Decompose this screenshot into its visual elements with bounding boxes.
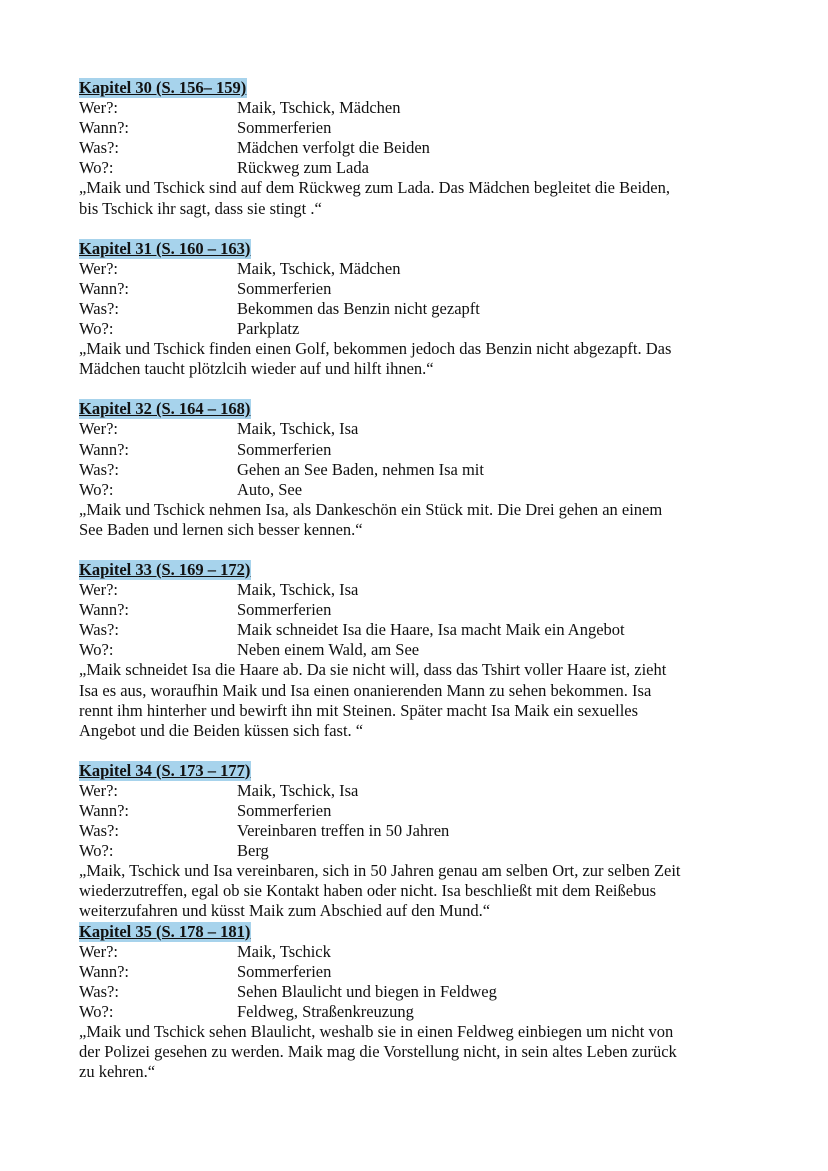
- when-value: Sommerferien: [237, 278, 332, 298]
- who-value: Maik, Tschick, Isa: [237, 580, 359, 600]
- chapter-summary: [79, 500, 759, 540]
- chapter-heading: Kapitel 31 (S. 160 – 163): [79, 238, 251, 258]
- chapter-35: [79, 922, 759, 1083]
- what-value: Vereinbaren treffen in 50 Jahren: [237, 821, 450, 841]
- summary-line: „Maik und Tschick sehen Blaulicht, weshalb sie in einen Feldweg einbiegen um nicht von: [79, 1022, 674, 1042]
- who-label: Wer?:: [79, 98, 118, 118]
- what-row: [79, 299, 759, 319]
- who-value: Maik, Tschick, Isa: [237, 419, 359, 439]
- what-label: Was?:: [79, 298, 119, 318]
- chapter-summary: [79, 1022, 759, 1082]
- who-value: Maik, Tschick, Mädchen: [237, 258, 401, 278]
- summary-line: „Maik schneidet Isa die Haare ab. Da sie nicht will, dass das Tshirt voller Haare ist, zieht: [79, 660, 667, 680]
- where-label: Wo?:: [79, 319, 114, 339]
- what-row: [79, 821, 759, 841]
- who-label: Wer?:: [79, 580, 118, 600]
- summary-line: See Baden und lernen sich besser kennen.“: [79, 519, 363, 539]
- what-row: [79, 460, 759, 480]
- chapter-heading: Kapitel 30 (S. 156– 159): [79, 78, 247, 97]
- what-value: Bekommen das Benzin nicht gezapft: [237, 298, 480, 318]
- what-value: Gehen an See Baden, nehmen Isa mit: [237, 459, 484, 479]
- who-value: Maik, Tschick: [237, 941, 331, 961]
- where-value: Auto, See: [237, 479, 303, 499]
- what-row: [79, 138, 759, 158]
- what-row: [79, 982, 759, 1002]
- when-value: Sommerferien: [237, 118, 332, 138]
- what-row: [79, 620, 759, 640]
- when-value: Sommerferien: [237, 439, 332, 459]
- when-row: [79, 440, 759, 460]
- when-value: Sommerferien: [237, 801, 332, 820]
- where-label: Wo?:: [79, 841, 114, 861]
- summary-line: Angebot und die Beiden küssen sich fast. “: [79, 720, 364, 740]
- summary-line: wiederzutreffen, egal ob sie Kontakt haben oder nicht. Isa beschließt mit dem Reißebus: [79, 881, 657, 901]
- chapter-summary: [79, 861, 759, 921]
- chapter-summary: [79, 178, 759, 218]
- what-value: Sehen Blaulicht und biegen in Feldweg: [237, 981, 497, 1001]
- where-row: [79, 1002, 759, 1022]
- when-row: [79, 118, 759, 138]
- chapter-summary: [79, 660, 759, 740]
- where-row: [79, 841, 759, 861]
- summary-line: „Maik und Tschick finden einen Golf, bekommen jedoch das Benzin nicht abgezapft. Das: [79, 339, 672, 359]
- summary-line: „Maik und Tschick sind auf dem Rückweg zum Lada. Das Mädchen begleitet die Beiden,: [79, 178, 670, 198]
- who-label: Wer?:: [79, 419, 118, 439]
- when-row: [79, 962, 759, 982]
- where-value: Parkplatz: [237, 319, 300, 339]
- when-label: Wann?:: [79, 600, 129, 620]
- chapter-heading: Kapitel 35 (S. 178 – 181): [79, 921, 251, 941]
- document-page: [79, 78, 759, 1082]
- where-value: Berg: [237, 841, 269, 861]
- when-label: Wann?:: [79, 439, 129, 459]
- what-value: Mädchen verfolgt die Beiden: [237, 138, 430, 158]
- chapter-32: [79, 399, 759, 540]
- summary-line: Isa es aus, woraufhin Maik und Isa einen onanierenden Mann zu sehen bekommen. Isa: [79, 680, 652, 700]
- who-value: Maik, Tschick, Isa: [237, 780, 359, 800]
- what-label: Was?:: [79, 620, 119, 640]
- who-label: Wer?:: [79, 780, 118, 800]
- who-label: Wer?:: [79, 258, 118, 278]
- who-row: [79, 580, 759, 600]
- who-row: [79, 259, 759, 279]
- when-row: [79, 600, 759, 620]
- who-label: Wer?:: [79, 941, 118, 961]
- summary-line: zu kehren.“: [79, 1062, 156, 1082]
- summary-line: weiterzufahren und küsst Maik zum Abschied auf den Mund.“: [79, 901, 491, 921]
- summary-line: rennt ihm hinterher und bewirft ihn mit Steinen. Später macht Isa Maik ein sexuelles: [79, 700, 639, 720]
- when-label: Wann?:: [79, 801, 129, 820]
- where-label: Wo?:: [79, 479, 114, 499]
- who-row: [79, 419, 759, 439]
- chapter-34: [79, 761, 759, 922]
- what-label: Was?:: [79, 459, 119, 479]
- where-value: Feldweg, Straßenkreuzung: [237, 1001, 414, 1021]
- when-label: Wann?:: [79, 118, 129, 138]
- where-row: [79, 319, 759, 339]
- where-label: Wo?:: [79, 1001, 114, 1021]
- where-label: Wo?:: [79, 158, 114, 178]
- who-row: [79, 781, 759, 801]
- when-label: Wann?:: [79, 278, 129, 298]
- chapter-30: [79, 78, 759, 219]
- summary-line: „Maik, Tschick und Isa vereinbaren, sich in 50 Jahren genau am selben Ort, zur selben Zeit: [79, 861, 681, 881]
- where-label: Wo?:: [79, 640, 114, 660]
- what-label: Was?:: [79, 981, 119, 1001]
- when-label: Wann?:: [79, 961, 129, 981]
- summary-line: Mädchen taucht plötzlcih wieder auf und hilft ihnen.“: [79, 359, 434, 379]
- chapter-33: [79, 560, 759, 741]
- who-row: [79, 98, 759, 118]
- where-row: [79, 640, 759, 660]
- chapter-heading: Kapitel 34 (S. 173 – 177): [79, 760, 251, 780]
- who-row: [79, 942, 759, 962]
- where-row: [79, 158, 759, 178]
- summary-line: „Maik und Tschick nehmen Isa, als Dankeschön ein Stück mit. Die Drei gehen an einem: [79, 499, 663, 519]
- chapter-heading: Kapitel 32 (S. 164 – 168): [79, 399, 251, 419]
- summary-line: der Polizei gesehen zu werden. Maik mag die Vorstellung nicht, in sein altes Leben zurück: [79, 1042, 677, 1062]
- summary-line: bis Tschick ihr sagt, dass sie stingt .“: [79, 198, 322, 218]
- what-label: Was?:: [79, 821, 119, 841]
- where-row: [79, 480, 759, 500]
- who-value: Maik, Tschick, Mädchen: [237, 98, 401, 118]
- chapter-31: [79, 239, 759, 380]
- where-value: Neben einem Wald, am See: [237, 640, 420, 660]
- when-row: [79, 801, 759, 821]
- when-row: [79, 279, 759, 299]
- when-value: Sommerferien: [237, 600, 332, 620]
- chapter-summary: [79, 339, 759, 379]
- what-label: Was?:: [79, 138, 119, 158]
- where-value: Rückweg zum Lada: [237, 158, 369, 178]
- when-value: Sommerferien: [237, 961, 332, 981]
- what-value: Maik schneidet Isa die Haare, Isa macht Maik ein Angebot: [237, 620, 625, 640]
- chapter-heading: Kapitel 33 (S. 169 – 172): [79, 559, 251, 579]
